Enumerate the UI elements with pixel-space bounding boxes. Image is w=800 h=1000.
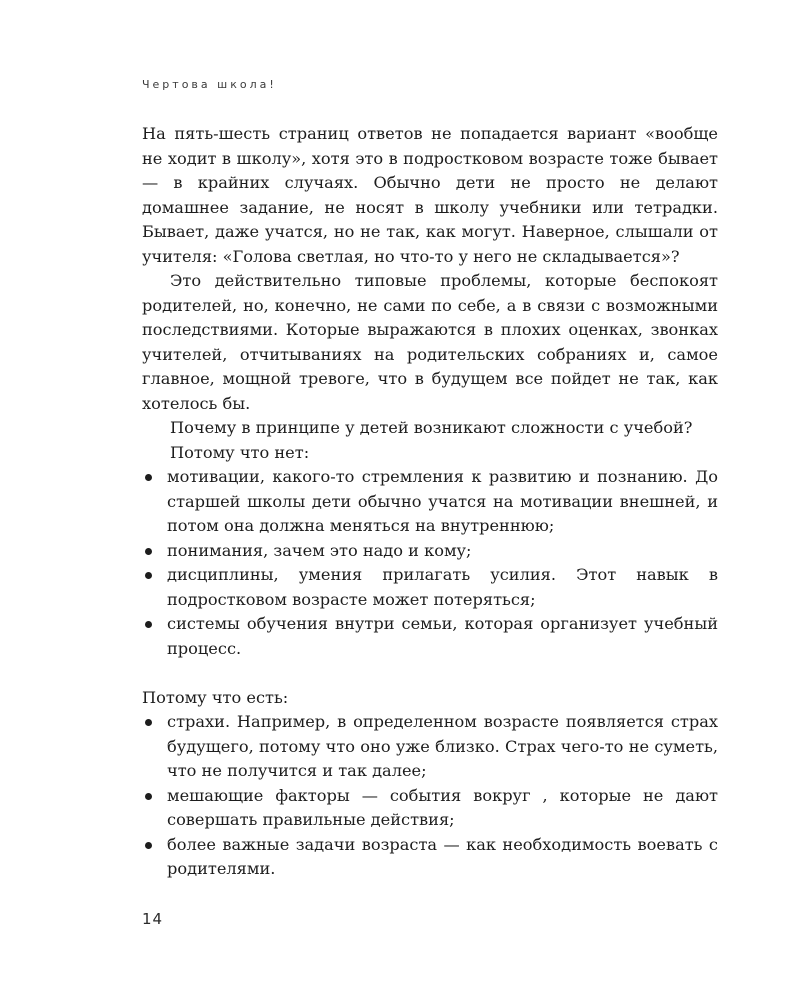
presence-heading: Потому что есть: bbox=[142, 687, 289, 707]
list-item-text: страхи. Например, в определенном возрасте появляется страх будущего, потому что оно уже близко. Страх чего-то не суметь, что не получится и так далее; bbox=[167, 712, 718, 780]
running-head: Чертова школа! bbox=[142, 78, 277, 91]
lack-list bbox=[142, 465, 718, 661]
bullet-icon bbox=[145, 474, 152, 481]
bullet-icon bbox=[145, 572, 152, 579]
bullet-icon bbox=[145, 621, 152, 628]
section-spacer bbox=[142, 661, 718, 686]
list-item-text: мешающие факторы — события вокруг , которые не дают совершать правильные действия; bbox=[167, 785, 718, 829]
paragraph-question: Почему в принципе у детей возникают сложности с учебой? bbox=[170, 418, 693, 437]
bullet-icon bbox=[145, 793, 152, 800]
list-item bbox=[142, 710, 718, 784]
list-item bbox=[142, 784, 718, 833]
list-item-text: понимания, зачем это надо и кому; bbox=[167, 540, 472, 560]
list-item bbox=[142, 612, 718, 661]
list-item bbox=[142, 539, 718, 564]
bullet-icon bbox=[145, 548, 152, 555]
paragraph-problems: Это действительно типовые проблемы, которые беспокоят родителей, но, конечно, не сами по себе, а в связи с возможными последствиями. Которые выражаются в плохих оценках, звонках учителей, отчитываниях на родительских собраниях и, самое главное, мощной тревоге, что в будущем все пойдет не так, как хотелось бы. bbox=[142, 271, 718, 413]
lack-heading: Потому что нет: bbox=[170, 442, 310, 462]
list-item-text: дисциплины, умения прилагать усилия. Этот навык в подростковом возрасте может потеряться; bbox=[167, 565, 718, 609]
presence-list bbox=[142, 710, 718, 882]
page-number: 14 bbox=[142, 910, 164, 928]
list-item bbox=[142, 563, 718, 612]
list-item bbox=[142, 465, 718, 539]
paragraph-intro: На пять-шесть страниц ответов не попадается вариант «вообще не ходит в школу», хотя это в подростковом возрасте тоже бывает — в крайних случаях. Обычно дети не просто не делают домашнее задание, не носят в школу учебники или тетрадки. Бывает, даже учатся, но не так, как могут. Наверное, слышали от учителя: «Голова светлая, но что-то у него не складывается»? bbox=[142, 124, 718, 266]
list-item-text: более важные задачи возраста — как необходимость воевать с родителями. bbox=[167, 834, 718, 878]
list-item bbox=[142, 833, 718, 882]
page-body bbox=[142, 122, 718, 882]
list-item-text: системы обучения внутри семьи, которая организует учебный процесс. bbox=[167, 614, 718, 658]
bullet-icon bbox=[145, 719, 152, 726]
list-item-text: мотивации, какого-то стремления к развитию и познанию. До старшей школы дети обычно учатся на мотивации внешней, и потом она должна меняться на внутреннюю; bbox=[167, 467, 718, 535]
bullet-icon bbox=[145, 842, 152, 849]
